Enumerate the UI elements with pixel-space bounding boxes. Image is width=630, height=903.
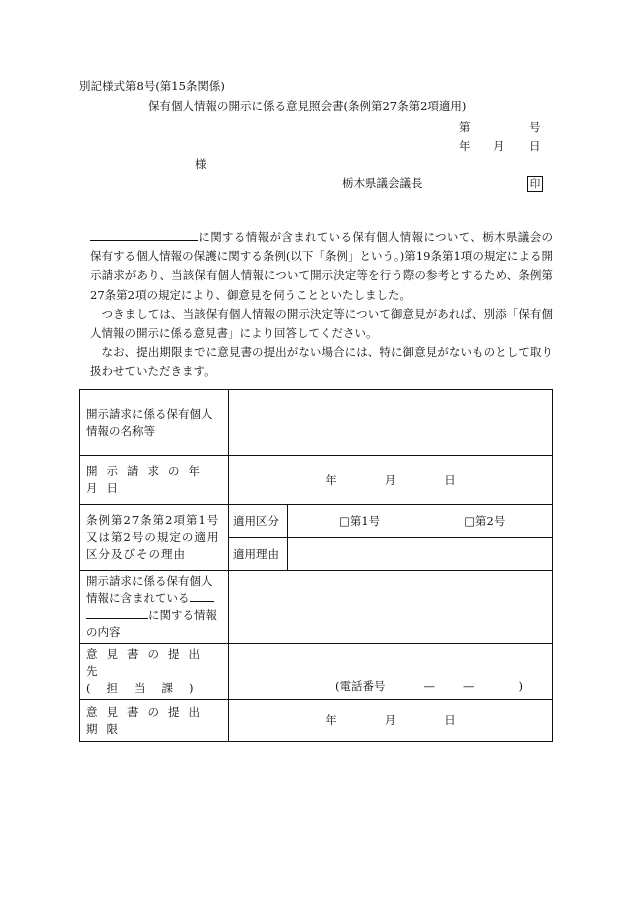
submission-destination-label	[80, 644, 229, 700]
request-info-name-value	[229, 390, 553, 456]
info-content-blank-1	[190, 590, 214, 602]
info-content-value	[229, 571, 553, 644]
request-date-label: 開示請求の年月日	[80, 456, 229, 505]
request-date-value	[229, 456, 553, 505]
seal-stamp: 印	[527, 176, 543, 192]
submission-destination-label-b: (担当課)	[86, 681, 210, 695]
request-info-name-label: 開示請求に係る保有個人情報の名称等	[80, 390, 229, 456]
doc-number-suffix: 号	[529, 120, 541, 134]
deadline-day: 日	[444, 713, 456, 727]
recipient-honorific: 様	[195, 157, 207, 171]
request-date-day: 日	[444, 472, 456, 487]
inquiry-table	[79, 389, 553, 742]
option-item-2-checkbox[interactable]: □第2号	[464, 513, 506, 528]
body-paragraph-1	[90, 228, 553, 305]
body-paragraph-1-text: に関する情報が含まれている保有個人情報について、栃木県議会の保有する個人情報の保護に関する条例(以下「条例」という。)第19条第1項の規定による開示請求があり、当該保有個人情報について開示決定等を行う際の参考とするため、条例第27条第2項の規定により、御意見を伺うことといたしました。	[90, 230, 553, 302]
submission-deadline-value	[229, 700, 553, 742]
form-number: 別記様式第8号(第15条関係)	[79, 79, 225, 93]
info-content-blank-2	[86, 607, 148, 619]
table-row	[80, 390, 553, 456]
sender-name: 栃木県議会議長	[342, 176, 423, 190]
table-row	[80, 505, 553, 538]
letter-body	[90, 228, 553, 382]
request-date-year: 年	[325, 472, 337, 487]
phone-open: (電話番号	[335, 679, 386, 693]
table-row	[80, 571, 553, 644]
request-date-month: 月	[384, 472, 397, 487]
table-row	[80, 700, 553, 742]
subject-blank	[90, 229, 198, 241]
info-content-label-b: に関する情報の内容	[86, 608, 217, 639]
doc-number-prefix: 第	[459, 120, 471, 134]
phone-dash-1: —	[423, 679, 435, 693]
phone-close: )	[518, 679, 523, 693]
submission-destination-label-a: 意見書の提出先	[86, 647, 209, 678]
category-options	[288, 505, 553, 538]
deadline-month: 月	[384, 713, 397, 727]
option-item-1-checkbox[interactable]: □第1号	[339, 513, 381, 528]
table-row	[80, 456, 553, 505]
body-paragraph-2: つきましては、当該保有個人情報の開示決定等について御意見があれば、別添「保有個人情報の開示に係る意見書」により回答してください。	[90, 306, 553, 341]
submission-deadline-label: 意見書の提出期限	[80, 700, 229, 742]
phone-dash-2: —	[463, 679, 475, 693]
body-paragraph-3: なお、提出期限までに意見書の提出がない場合には、特に御意見がないものとして取り扱わせていただきます。	[90, 345, 553, 379]
category-sub-label: 適用区分	[229, 505, 288, 538]
submission-destination-value	[229, 644, 553, 700]
date-month: 月	[493, 139, 505, 153]
info-content-label	[80, 571, 229, 644]
applicable-category-label: 条例第27条第2項第1号又は第2号の規定の適用区分及びその理由	[80, 505, 229, 571]
deadline-year: 年	[325, 713, 337, 727]
reason-value	[288, 538, 553, 571]
reason-sub-label: 適用理由	[229, 538, 288, 571]
info-content-label-a: 開示請求に係る保有個人情報に含まれている	[86, 574, 213, 605]
date-year: 年	[459, 139, 471, 153]
document-title: 保有個人情報の開示に係る意見照会書(条例第27条第2項適用)	[148, 99, 467, 113]
table-row	[80, 644, 553, 700]
date-day: 日	[529, 139, 541, 153]
